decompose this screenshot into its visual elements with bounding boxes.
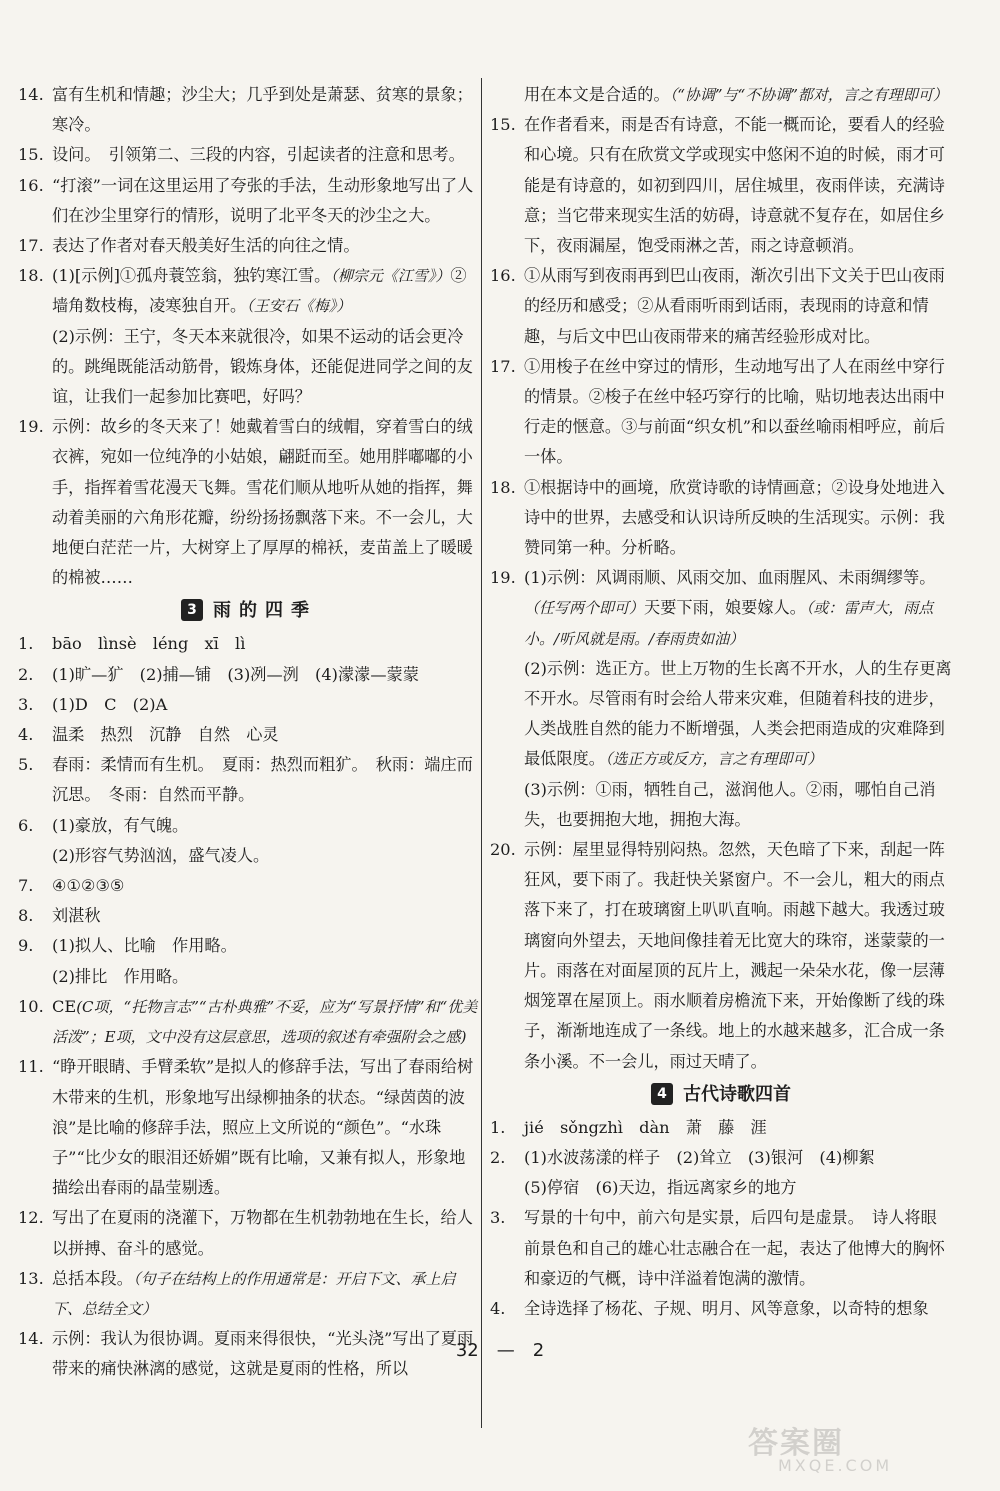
answer-text: ①用梭子在丝中穿过的情形，生动地写出了人在雨丝中穿行的情景。②梭子在丝中轻巧穿行的比喻，贴切地表达出雨中行走的惬意。③与前面“织女机”和以蚕丝喻雨相呼应，前后一体。 (524, 356, 946, 467)
answer-text: jié sǒngzhì dàn 萧 藤 涯 (524, 1117, 767, 1137)
answer-text: (1)拟人、比喻 作用略。 (52, 936, 237, 956)
answer-text: “睁开眼睛、手臂柔软”是拟人的修辞手法，写出了春雨给树木带来的生机，形象地写出绿柳抽条的状态。“绿茵茵的波浪”是比喻的修辞手法，照应上文所说的“颜色”。“水珠子”“比少女的眼泪还娇媚”既有比喻，又兼有拟人，形象地描绘出春雨的晶莹剔透。 (52, 1057, 474, 1198)
right-column (490, 80, 952, 1324)
answer-text: (1)D C (2)A (52, 694, 168, 714)
answer-note: （柳宗元《江雪》） (330, 267, 451, 286)
answer-note: (C项，“托物言志”“古朴典雅”不妥，应为“写景抒情”和“优美活泼”；E项，文中没有这层意思，选项的叙述有牵强附会之感) (52, 997, 478, 1047)
answer-item: 3. 写景的十句中，前六句是实景，后四句是虚景。 诗人将眼前景色和自己的雄心壮志融合在一起，表达了他博大的胸怀和豪迈的气概，诗中洋溢着饱满的激情。 (490, 1208, 945, 1288)
answer-subtext (524, 654, 952, 775)
answer-text: 在作者看来，雨是否有诗意，不能一概而论，要看人的经验和心境。只有在欣赏文学或现实中悠闲不迫的时候，雨才可能是有诗意的，如初到四川，居住城里，夜雨伴读，充满诗意；当它带来现实生活的妨碍，诗意就不复存在，如居住乡下，夜雨漏屋，饱受雨淋之苦，雨之诗意顿消。 (524, 115, 945, 256)
answer-text: bāo lìnsè léng xī lì (52, 634, 246, 654)
answer-text: 温柔 热烈 沉静 自然 心灵 (52, 725, 279, 745)
answer-item: 11. “睁开眼睛、手臂柔软”是拟人的修辞手法，写出了春雨给树木带来的生机，形象地写出绿柳抽条的状态。“绿茵茵的波浪”是比喻的修辞手法，照应上文所说的“颜色”。“水珠子”“比少女的眼泪还娇媚”既有比喻，又兼有拟人，形象地描绘出春雨的晶莹剔透。 (18, 1057, 474, 1198)
answer-item: 1. jié sǒngzhì dàn 萧 藤 涯 (490, 1117, 767, 1137)
answer-text: 全诗选择了杨花、子规、明月、风等意象，以奇特的想象 (524, 1298, 929, 1318)
answer-item: 15. 设问。 引领第二、三段的内容，引起读者的注意和思考。 (18, 145, 465, 165)
answer-item: 15. 在作者看来，雨是否有诗意，不能一概而论，要看人的经验和心境。只有在欣赏文学或现实中悠闲不迫的时候，雨才可能是有诗意的，如初到四川，居住城里，夜雨伴读，充满诗意；当它带来现实生活的妨碍，诗意就不复存在，如居住乡下，夜雨漏屋，饱受雨淋之苦，雨之诗意顿消。 (490, 115, 945, 256)
answer-text: (1)示例：风调雨顺、风雨交加、血雨腥风、未雨绸缪等。 (524, 568, 936, 588)
answer-subtext-body: (2)示例：选正方。世上万物的生长离不开水，人的生存更离不开水。尽管雨有时会给人带来灾难，但随着科技的进步，人类战胜自然的能力不断增强，人类会把雨造成的灾难降到最低限度。 (524, 658, 952, 769)
answer-item: 6. (1)豪放，有气魄。 (2)形容气势汹汹，盛气凌人。 (18, 811, 480, 871)
answer-item: 3. (1)D C (2)A (18, 694, 168, 714)
left-column (18, 80, 480, 1385)
answer-note: （“协调”与“不协调”都对，言之有理即可） (669, 86, 948, 104)
answer-text: 表达了作者对春天般美好生活的向往之情。 (52, 236, 360, 256)
answer-note: （王安石《梅》） (246, 297, 352, 316)
answer-text: (1)豪放，有气魄。 (52, 815, 189, 835)
answer-item: 16. “打滚”一词在这里运用了夸张的手法，生动形象地写出了人们在沙尘里穿行的情形，说明了北平冬天的沙尘之大。 (18, 175, 474, 225)
answer-text: 春雨：柔情而有生机。 夏雨：热烈而粗犷。 秋雨：端庄而沉思。 冬雨：自然而平静。 (52, 755, 473, 805)
answer-text: ②墙角数枝梅，凌寒独自开。 (52, 266, 467, 316)
answer-item: 18. ①根据诗中的画境，欣赏诗歌的诗情画意；②设身处地进入诗中的世界，去感受和认识诗所反映的生活现实。示例：我赞同第一种。分析略。 (490, 477, 945, 558)
answer-text: (1)水波荡漾的样子 (2)耸立 (3)银河 (4)柳絮 (524, 1147, 875, 1167)
answer-item: 2. (1)旷—犷 (2)捕—铺 (3)冽—洌 (4)濛濛—蒙蒙 (18, 664, 419, 684)
answer-item: 17. 表达了作者对春天般美好生活的向往之情。 (18, 236, 360, 256)
answer-item: 10. CE(C项，“托物言志”“古朴典雅”不妥，应为“写景抒情”和“优美活泼”；E项，文中没有这层意思，选项的叙述有牵强附会之感) (18, 996, 478, 1047)
answer-text: ①根据诗中的画境，欣赏诗歌的诗情画意；②设身处地进入诗中的世界，去感受和认识诗所反映的生活现实。示例：我赞同第一种。分析略。 (524, 477, 945, 558)
answer-item: 5. 春雨：柔情而有生机。 夏雨：热烈而粗犷。 秋雨：端庄而沉思。 冬雨：自然而平静。 (18, 755, 473, 805)
section-badge: 3 (181, 599, 203, 621)
answer-item: 8. 刘湛秋 (18, 906, 101, 926)
answer-text: (1)[示例]①孤舟蓑笠翁，独钓寒江雪。 (52, 266, 331, 286)
answer-item: 14. 富有生机和情趣；沙尘大；几乎到处是萧瑟、贫寒的景象；寒冷。 (18, 85, 473, 135)
answer-item: 19. 示例：故乡的冬天来了！她戴着雪白的绒帽，穿着雪白的绒衣裤，宛如一位纯净的小姑娘，翩跹而至。她用胖嘟嘟的小手，指挥着雪花漫天飞舞。雪花们顺从地听从她的指挥，舞动着美丽的六角形花瓣，纷纷扬扬飘落下来。不一会儿，大地便白茫茫一片，大树穿上了厚厚的棉袄，麦苗盖上了暖暖的棉被…… (18, 417, 473, 588)
answer-item: 13. 总括本段。（句子在结构上的作用通常是：开启下文、承上启下、总结全文） (18, 1268, 456, 1318)
answer-item: 9. (1)拟人、比喻 作用略。 (2)排比 作用略。 (18, 931, 480, 991)
answer-text: 示例：屋里显得特别闷热。忽然，天色暗了下来，刮起一阵狂风，要下雨了。我赶快关紧窗户。不一会儿，粗大的雨点落下来了，打在玻璃窗上叭叭直响。雨越下越大。我透过玻璃窗向外望去，天地间像挂着无比宽大的珠帘，迷蒙蒙的一片。雨落在对面屋顶的瓦片上，溅起一朵朵水花，像一层薄烟笼罩在屋顶上。雨水顺着房檐流下来，开始像断了线的珠子，渐渐地连成了一条线。地上的水越来越多，汇合成一条条小溪。不一会儿，雨过天晴了。 (524, 840, 945, 1071)
answer-subtext: (5)停宿 (6)天边，指远离家乡的地方 (524, 1178, 797, 1198)
answer-text: 设问。 引领第二、三段的内容，引起读者的注意和思考。 (52, 145, 465, 165)
answer-item: 2. (1)水波荡漾的样子 (2)耸立 (3)银河 (4)柳絮 (5)停宿 (6)天边，指远离家乡的地方 (490, 1143, 952, 1203)
section-badge: 4 (651, 1083, 673, 1105)
watermark-logo (748, 1418, 978, 1478)
answer-item: 4. 全诗选择了杨花、子规、明月、风等意象，以奇特的想象 (490, 1298, 929, 1318)
answer-item: 19. (1)示例：风调雨顺、风雨交加、血雨腥风、未雨绸缪等。（任写两个即可）天要下雨，娘要嫁人。（或：雷声大，雨点小。/听风就是雨。/春雨贵如油） (2)示例：选正方。世上万物的生长离不开水，人的生存更离不开水。尽管雨有时会给人带来灾难，但随着科技的进步，人类战胜自然的能力不断增强，人类会把雨造成的灾难降到最低限度。（选正方或反方，言之有理即可） (3)示例：①雨，牺牲自己，滋润他人。②雨，哪怕自己消失，也要拥抱大地，拥抱大海。 (490, 563, 952, 835)
answer-item: 7. ④①②③⑤ (18, 876, 125, 896)
answer-item: 16. ①从雨写到夜雨再到巴山夜雨，渐次引出下文关于巴山夜雨的经历和感受；②从看雨听雨到话雨，表现雨的诗意和情趣，与后文中巴山夜雨带来的痛苦经验形成对比。 (490, 266, 945, 346)
answer-text: 刘湛秋 (52, 906, 101, 926)
section-heading (18, 593, 480, 629)
answer-item: 12. 写出了在夏雨的浇灌下，万物都在生机勃勃地在生长，给人以拼搏、奋斗的感觉。 (18, 1208, 473, 1258)
answer-note: （句子在结构上的作用通常是：开启下文、承上启下、总结全文） (52, 1269, 456, 1318)
section-title: 古代诗歌四首 (683, 1083, 791, 1105)
answer-item: 17. ①用梭子在丝中穿过的情形，生动地写出了人在雨丝中穿行的情景。②梭子在丝中轻巧穿行的比喻，贴切地表达出雨中行走的惬意。③与前面“织女机”和以蚕丝喻雨相呼应，前后一体。 (490, 356, 946, 467)
answer-subtext: (3)示例：①雨，牺牲自己，滋润他人。②雨，哪怕自己消失，也要拥抱大地，拥抱大海。 (524, 779, 936, 829)
answer-text: 富有生机和情趣；沙尘大；几乎到处是萧瑟、贫寒的景象；寒冷。 (52, 85, 473, 135)
answer-note: （任写两个即可） (524, 599, 645, 618)
answer-text: 写出了在夏雨的浇灌下，万物都在生机勃勃地在生长，给人以拼搏、奋斗的感觉。 (52, 1208, 473, 1258)
section-heading (490, 1077, 952, 1113)
answer-note: （选正方或反方，言之有理即可） (604, 750, 823, 769)
answer-item: 18. (1)[示例]①孤舟蓑笠翁，独钓寒江雪。（柳宗元《江雪》）②墙角数枝梅，凌寒独自开。（王安石《梅》） (2)示例：王宁，冬天本来就很冷，如果不运动的话会更冷的。跳绳既能活动筋骨，锻炼身体，还能促进同学之间的友谊，让我们一起参加比赛吧，好吗？ (18, 261, 480, 412)
answer-text: 天要下雨，娘要嫁人。 (644, 598, 806, 618)
answer-text: 示例：我认为很协调。夏雨来得很快，“光头浇”写出了夏雨带来的痛快淋漓的感觉，这就是夏雨的性格，所以 (52, 1329, 474, 1379)
answer-text: 示例：故乡的冬天来了！她戴着雪白的绒帽，穿着雪白的绒衣裤，宛如一位纯净的小姑娘，翩跹而至。她用胖嘟嘟的小手，指挥着雪花漫天飞舞。雪花们顺从地听从她的指挥，舞动着美丽的六角形花瓣，纷纷扬扬飘落下来。不一会儿，大地便白茫茫一片，大树穿上了厚厚的棉袄，麦苗盖上了暖暖的棉被…… (52, 417, 473, 588)
page-number: 32 — 2 (455, 1340, 545, 1361)
answer-text: ①从雨写到夜雨再到巴山夜雨，渐次引出下文关于巴山夜雨的经历和感受；②从看雨听雨到话雨，表现雨的诗意和情趣，与后文中巴山夜雨带来的痛苦经验形成对比。 (524, 266, 945, 346)
answer-note: （或：雷声大，雨点小。/听风就是雨。/春雨贵如油） (524, 599, 934, 648)
answer-text: CE (52, 996, 77, 1016)
answer-text: 用在本文是合适的。 (524, 85, 670, 104)
watermark-url: MXQE.COM (778, 1456, 893, 1475)
answer-item: 14. 示例：我认为很协调。夏雨来得很快，“光头浇”写出了夏雨带来的痛快淋漓的感觉，这就是夏雨的性格，所以 (18, 1329, 474, 1379)
watermark-text: 答案圈 (748, 1426, 844, 1461)
answer-item: 20. 示例：屋里显得特别闷热。忽然，天色暗了下来，刮起一阵狂风，要下雨了。我赶快关紧窗户。不一会儿，粗大的雨点落下来了，打在玻璃窗上叭叭直响。雨越下越大。我透过玻璃窗向外望去，天地间像挂着无比宽大的珠帘，迷蒙蒙的一片。雨落在对面屋顶的瓦片上，溅起一朵朵水花，像一层薄烟笼罩在屋顶上。雨水顺着房檐流下来，开始像断了线的珠子，渐渐地连成了一条线。地上的水越来越多，汇合成一条条小溪。不一会儿，雨过天晴了。 (490, 840, 945, 1071)
column-divider (481, 78, 482, 1428)
answer-text: ④①②③⑤ (52, 876, 125, 896)
answer-item: 1. bāo lìnsè léng xī lì (18, 634, 246, 654)
answer-text: (1)旷—犷 (2)捕—铺 (3)冽—洌 (4)濛濛—蒙蒙 (52, 664, 419, 684)
answer-text: 写景的十句中，前六句是实景，后四句是虚景。 诗人将眼前景色和自己的雄心壮志融合在一起，表达了他博大的胸怀和豪迈的气概，诗中洋溢着饱满的激情。 (524, 1208, 945, 1288)
section-title: 雨的四季 (213, 600, 317, 622)
answer-subtext: (2)示例：王宁，冬天本来就很冷，如果不运动的话会更冷的。跳绳既能活动筋骨，锻炼身体，还能促进同学之间的友谊，让我们一起参加比赛吧，好吗？ (52, 326, 473, 407)
answer-text: 总括本段。 (52, 1268, 133, 1288)
answer-item: 4. 温柔 热烈 沉静 自然 心灵 (18, 725, 279, 745)
answer-text: “打滚”一词在这里运用了夸张的手法，生动形象地写出了人们在沙尘里穿行的情形，说明了北平冬天的沙尘之大。 (52, 175, 474, 225)
answer-subtext: (2)形容气势汹汹，盛气凌人。 (52, 845, 270, 865)
answer-continuation (490, 80, 952, 110)
answer-subtext: (2)排比 作用略。 (52, 966, 189, 986)
